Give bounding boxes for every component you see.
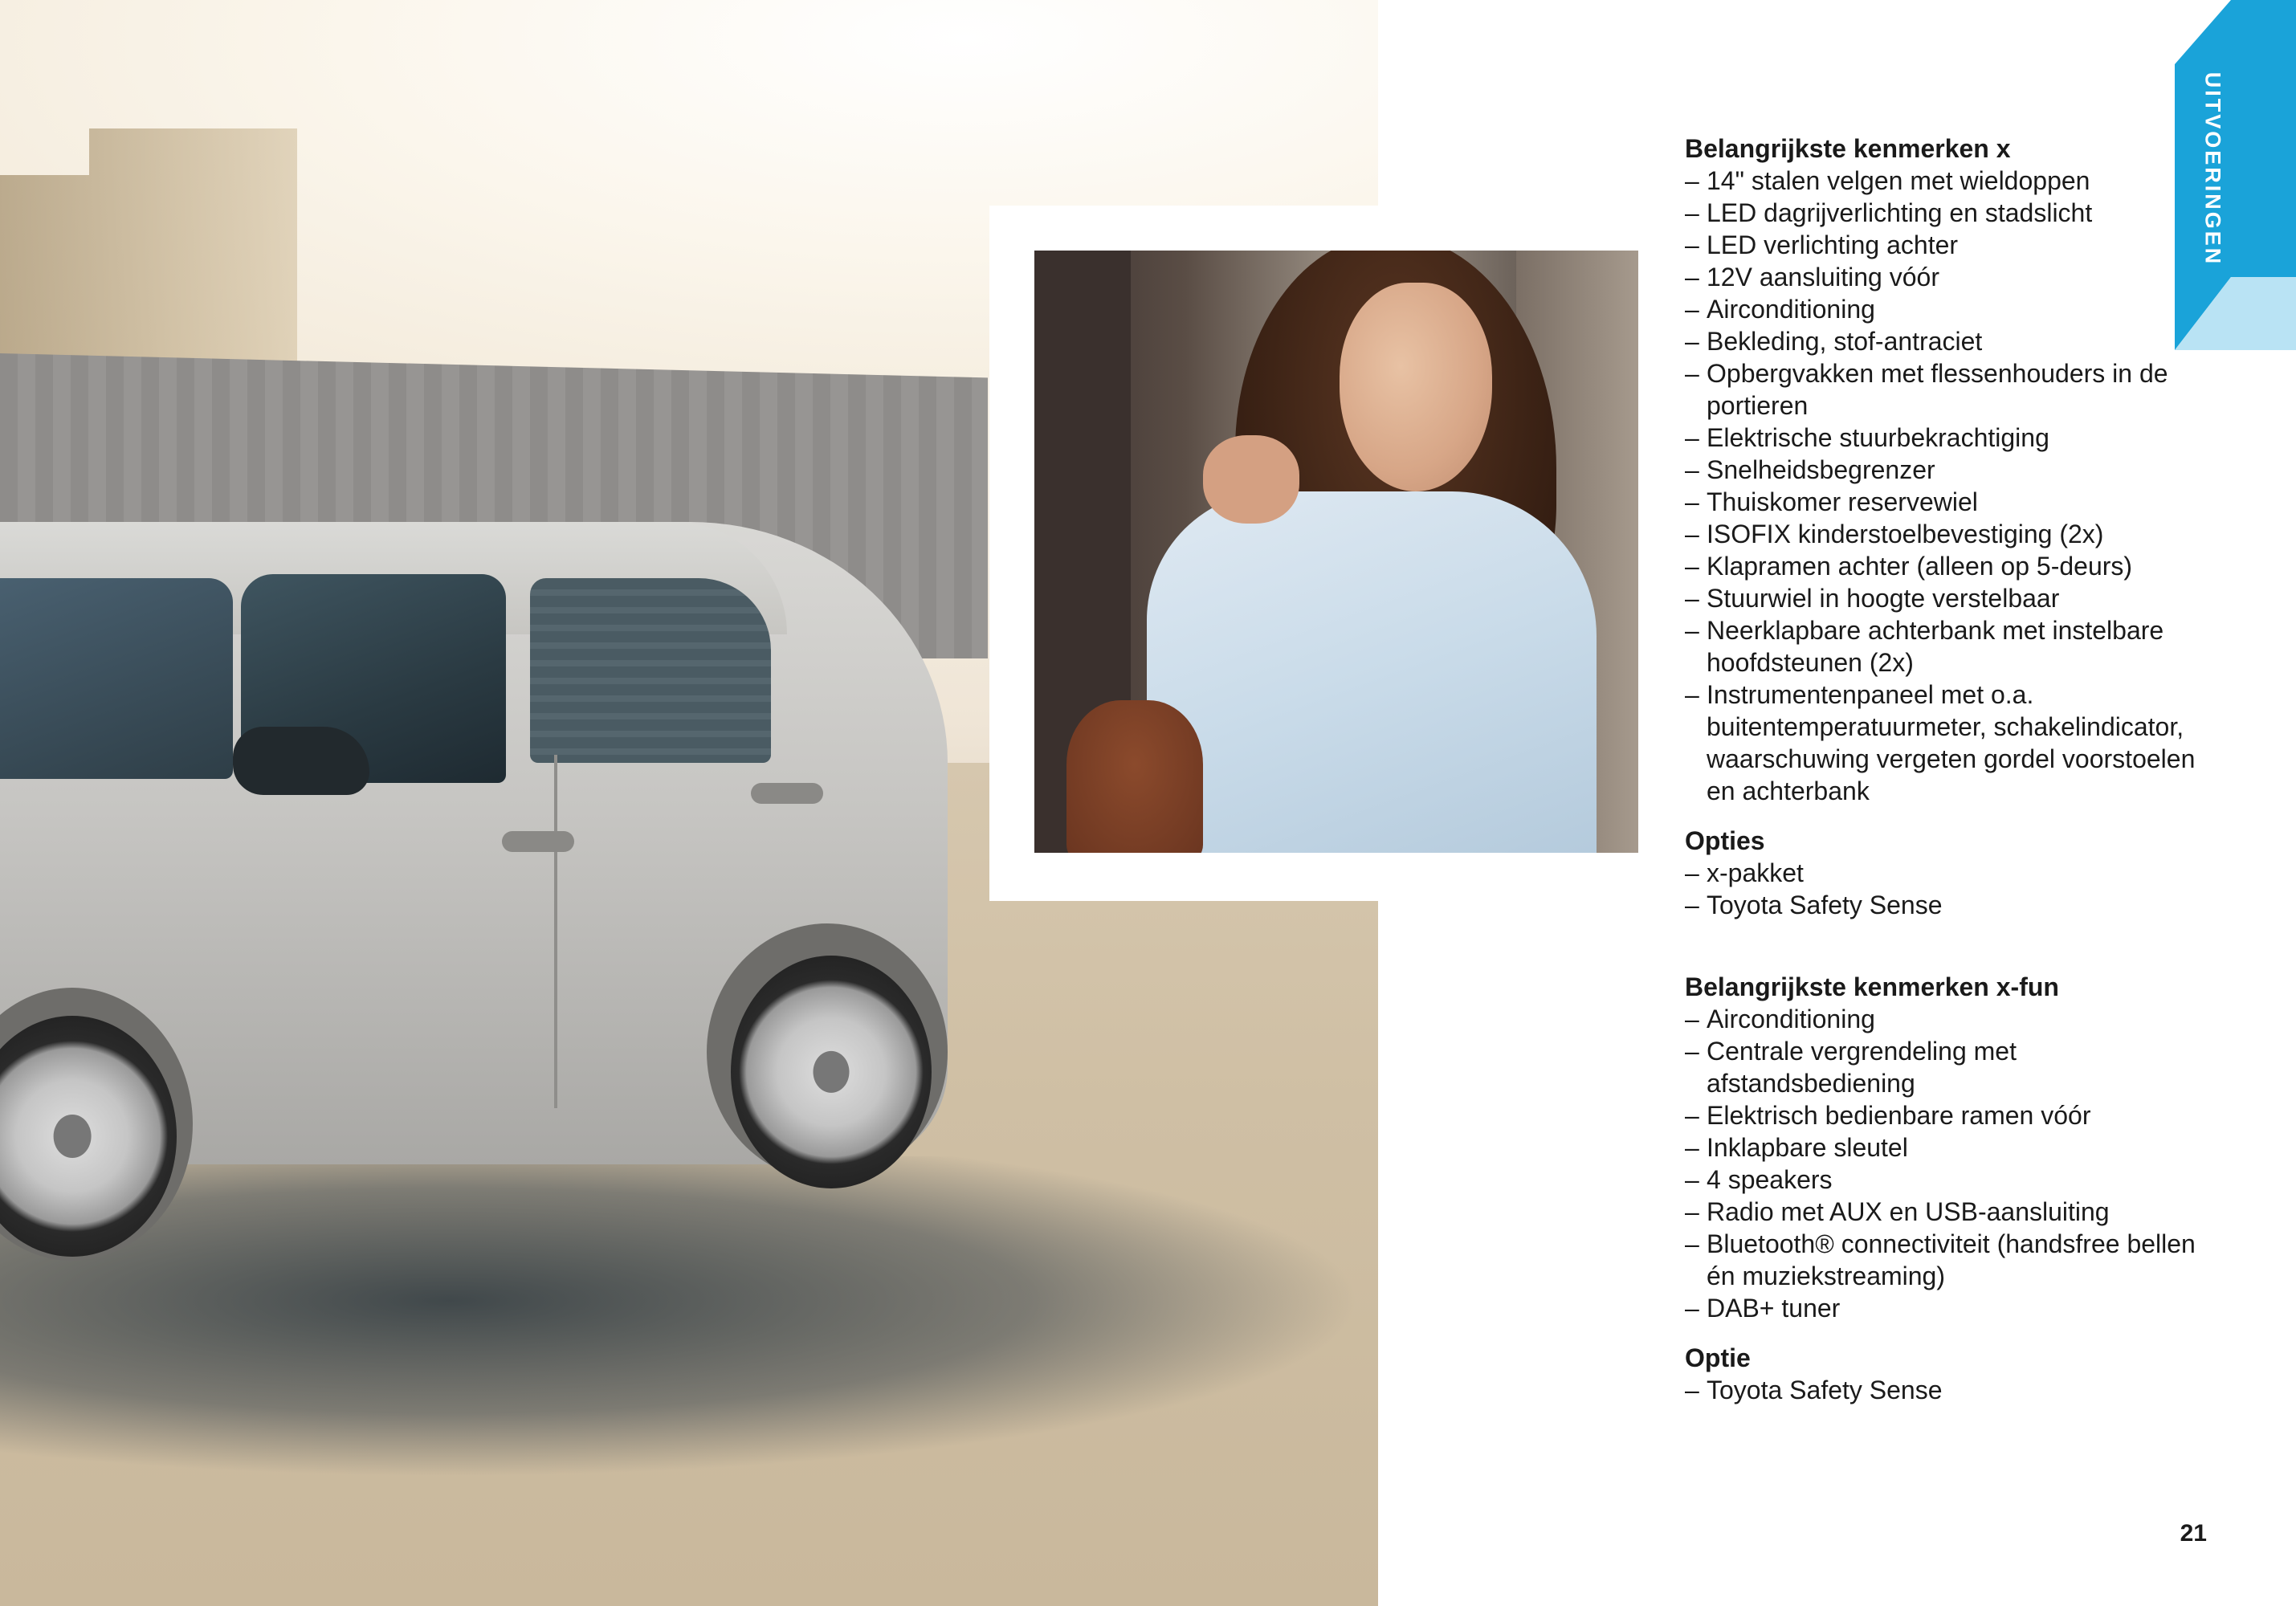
list-item: – Toyota Safety Sense bbox=[1685, 889, 2199, 921]
car-window-rear bbox=[530, 578, 771, 763]
list-item: – Stuurwiel in hoogte verstelbaar bbox=[1685, 582, 2199, 614]
list-item: – Snelheidsbegrenzer bbox=[1685, 454, 2199, 486]
x-options-list bbox=[1685, 857, 2199, 921]
list-item: – Instrumentenpaneel met o.a. buitentemperatuurmeter, schakelindicator, waarschuwing vergeten gordel voorstoelen en achterbank bbox=[1685, 679, 2199, 807]
list-item: – Elektrische stuurbekrachtiging bbox=[1685, 422, 2199, 454]
car-shadow bbox=[0, 1156, 1365, 1478]
woman-face bbox=[1340, 283, 1492, 491]
xfun-option-list bbox=[1685, 1374, 2199, 1406]
list-item: – Inklapbare sleutel bbox=[1685, 1131, 2199, 1164]
x-options-heading: Opties bbox=[1685, 826, 1765, 855]
list-item: – DAB+ tuner bbox=[1685, 1292, 2199, 1324]
xfun-features-section bbox=[1685, 971, 2199, 1324]
x-features-list bbox=[1685, 165, 2199, 807]
xfun-features-heading: Belangrijkste kenmerken x-fun bbox=[1685, 972, 2059, 1001]
list-item: – Toyota Safety Sense bbox=[1685, 1374, 2199, 1406]
list-item: – Airconditioning bbox=[1685, 293, 2199, 325]
list-item: – Centrale vergrendeling met afstandsbediening bbox=[1685, 1035, 2199, 1099]
car-window-front bbox=[0, 578, 233, 779]
spacer bbox=[1685, 1324, 2199, 1342]
list-item: – Elektrisch bedienbare ramen vóór bbox=[1685, 1099, 2199, 1131]
list-item: – Thuiskomer reservewiel bbox=[1685, 486, 2199, 518]
list-item: – x-pakket bbox=[1685, 857, 2199, 889]
feature-list-column bbox=[1685, 132, 2199, 1406]
spacer bbox=[1685, 921, 2199, 971]
woman-shirt bbox=[1147, 491, 1597, 853]
list-item: – 14" stalen velgen met wieldoppen bbox=[1685, 165, 2199, 197]
woman-hand bbox=[1203, 435, 1299, 524]
woman-photo bbox=[1034, 251, 1638, 853]
list-item: – Radio met AUX en USB-aansluiting bbox=[1685, 1196, 2199, 1228]
list-item: – Klapramen achter (alleen op 5-deurs) bbox=[1685, 550, 2199, 582]
spacer bbox=[1685, 807, 2199, 825]
page-number: 21 bbox=[2180, 1520, 2207, 1547]
list-item: – Airconditioning bbox=[1685, 1003, 2199, 1035]
list-item: – Bluetooth® connectiviteit (handsfree bellen én muziekstreaming) bbox=[1685, 1228, 2199, 1292]
x-features-heading: Belangrijkste kenmerken x bbox=[1685, 134, 2011, 163]
car-door-line bbox=[554, 755, 557, 1108]
x-options-section bbox=[1685, 825, 2199, 921]
xfun-features-list bbox=[1685, 1003, 2199, 1324]
list-item: – 4 speakers bbox=[1685, 1164, 2199, 1196]
car-door-handle bbox=[502, 831, 574, 852]
car-wheel-rear bbox=[731, 956, 932, 1188]
list-item: – 12V aansluiting vóór bbox=[1685, 261, 2199, 293]
list-item: – ISOFIX kinderstoelbevestiging (2x) bbox=[1685, 518, 2199, 550]
section-tab-label: UITVOERINGEN bbox=[2200, 71, 2225, 266]
car-door-handle bbox=[751, 783, 823, 804]
list-item: – Bekleding, stof-antraciet bbox=[1685, 325, 2199, 357]
list-item: – LED verlichting achter bbox=[1685, 229, 2199, 261]
list-item: – Neerklapbare achterbank met instelbare hoofdsteunen (2x) bbox=[1685, 614, 2199, 679]
x-features-section bbox=[1685, 132, 2199, 807]
list-item: – Opbergvakken met flessenhouders in de portieren bbox=[1685, 357, 2199, 422]
xfun-option-section bbox=[1685, 1342, 2199, 1406]
woman-bag bbox=[1066, 700, 1203, 853]
car-mirror bbox=[233, 727, 369, 795]
xfun-option-heading: Optie bbox=[1685, 1343, 1751, 1372]
list-item: – LED dagrijverlichting en stadslicht bbox=[1685, 197, 2199, 229]
